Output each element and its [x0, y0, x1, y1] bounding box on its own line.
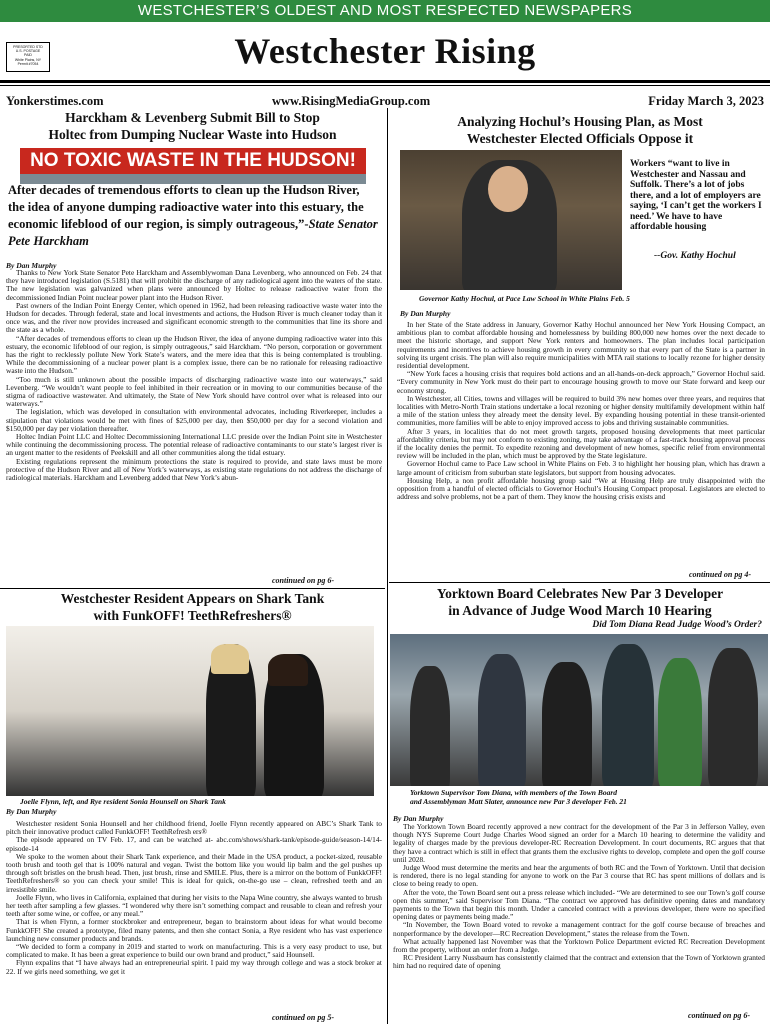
story2-continued[interactable]: continued on pg 4-	[688, 570, 751, 579]
paragraph: Past owners of the Indian Point Energy Center, which opened in 1962, had been releasing radioactive waste water into the Hudson for decades. Through federal, state and local investments and actions, the Hudson River is much cleaner today than it once was, and the river now provides increased and significant economic strength to the communities that line its shore and the state as a whole.	[6, 300, 382, 335]
story1-body	[6, 269, 382, 557]
masthead-title: Westchester Rising	[234, 31, 536, 71]
person-figure	[542, 662, 592, 786]
story1-continued[interactable]: continued on pg 6-	[271, 576, 334, 585]
headline-line: Westchester Resident Appears on Shark Tank	[60, 591, 325, 606]
paragraph: “New York faces a housing crisis that requires bold actions and an all-hands-on-deck approach,” Governor Hochul said. “Every community in New York must do their part to encourage housing growth to move our State forward and keep our economy strong.	[397, 369, 765, 395]
shark-tank-photo	[6, 626, 374, 796]
paragraph: “After decades of tremendous efforts to clean up the Hudson River, the idea of anyone dumping radioactive water into this estuary, the economic lifeblood of our region, is simply outrageous,” said Harckham. “No person, corporation or government has the right to recklessly pollute New York State’s waters, and the mere idea that this is being contemplated is troubling. While the decommissioning of a nuclear power plant is a complex issue, there can be no rationale for releasing radioactive waste into the Hudson.”	[6, 333, 382, 376]
story3-body	[6, 820, 382, 1015]
paragraph: Holtec Indian Point LLC and Holtec Decommissioning International LLC preside over the Indian Point site in Westchester while continuing the decommissioning process. The potential release of radioactive contaminants to our state’s largest river is an urgent matter to the residents of Peekskill and all other communities along the tidal estuary.	[6, 432, 382, 458]
story2-body	[397, 321, 765, 566]
story4-body	[393, 823, 765, 1009]
postage-line: PAID	[24, 53, 32, 58]
section-rule	[0, 588, 385, 589]
story2-caption: Governor Kathy Hochul, at Pace Law School in White Plains Feb. 5	[419, 294, 630, 303]
paragraph: Housing Help, a non profit affordable housing group said “We at Housing Help are truly disappointed with the opposition from a handful of elected officials to Governor Hochul’s Housing Compact proposal. Legislators are elected to address and solve problems, not be a part of them. They know the housing crisis exists and	[397, 475, 765, 502]
headline-line: Analyzing Hochul’s Housing Plan, as Most	[457, 114, 703, 129]
story4-byline: By Dan Murphy	[393, 814, 444, 823]
pull-quote-text: After decades of tremendous efforts to clean up the Hudson River, the idea of anyone dumping radioactive water into this estuary, the economic lifeblood of our region, is simply outrageous,”-	[8, 183, 364, 231]
dateline-site[interactable]: Yonkerstimes.com	[6, 94, 104, 108]
paragraph: Governor Hochul came to Pace Law school in White Plains on Feb. 3 to highlight her housing plan, which has drawn a large amount of criticism from suburban state legislators, but support from housing advocates.	[397, 459, 765, 477]
paragraph: Judge Wood must determine the merits and hear the arguments of both RC and the Town of Yorktown. Until that decision is rendered, there is no legal standing for anyone to work on the Par 3 course that RC has spent millions of dollars and is close to being ready to open.	[393, 863, 765, 889]
story2-quote: Workers “want to live in Westchester and Nassau and Suffolk. There’s a lot of jobs there, and a lot of employers are saying, ‘I can’t get the workers I need.’ We have to have affordable housing	[630, 159, 762, 232]
story1-pull-quote	[8, 182, 378, 250]
story4-headline[interactable]	[390, 585, 770, 619]
paragraph: Westchester resident Sonia Hounsell and her childhood friend, Joelle Flynn recently appeared on ABC’s Shark Tank to pitch their innovative product called FunkkOFF! TeethRefresh ers®	[6, 820, 382, 837]
paragraph: What actually happened last November was that the Yorktown Police Department evicted RC Recreation Development from the property, without an order from a Judge.	[393, 936, 765, 955]
story3-byline: By Dan Murphy	[6, 807, 57, 816]
paragraph: Existing regulations represent the minimum protections the state is required to provide, and state laws must be more protective of the Hudson River and all of New York’s waterways, as existing state regulations do not address the discharge of radiological materials. Harckham and Levenberg added that New York’s abun-	[6, 456, 382, 483]
person-figure	[658, 658, 702, 786]
story4-subhead: Did Tom Diana Read Judge Wood’s Order?	[592, 620, 762, 630]
paragraph: In Westchester, all Cities, towns and villages will be required to build 3% new homes over three years, and requires that localities with Metro-North Train stations undertake a local rezoning or higher density multifamily development within half a mile of the station unless they already meet the density level. By expanding housing potential in these transit-oriented communities, more families will be able to enjoy improved access to jobs and thriving sustainable communities.	[397, 393, 765, 428]
column-rule	[387, 108, 388, 1024]
story3-caption: Joelle Flynn, left, and Rye resident Sonia Hounsell on Shark Tank	[20, 797, 226, 806]
paragraph: Flynn expalins that “I have always had an entrepreneurial spirit. I paid my way through college and was a stock broker at 22. If we girls need something, we get it	[6, 958, 382, 976]
hochul-photo	[400, 150, 622, 290]
hair-figure	[211, 644, 249, 674]
paragraph: Thanks to New York State Senator Pete Harckham and Assemblywoman Dana Levenberg, who announced on Feb. 24 that they have introduced legislation (S.5181) that will prohibit the discharge of any radiological agent into the waters of the state. The new legislation was galvanized when plans were announced by Holtec to release radioactive water from the decommissioned Indian Point nuclear power plant into the Hudson River.	[6, 269, 382, 302]
person-figure	[602, 644, 654, 786]
dateline-url[interactable]: www.RisingMediaGroup.com	[272, 94, 431, 108]
paragraph: The Yorktown Town Board recently approved a new contract for the development of the Par 3 in Jefferson Valley, even though NYS Supreme Court Judge Charles Wood signed an order for a March 10 hearing to determine the validity and legality of charges made by the previous developer-RC Recreation Development. In court documents, RC argues that that they have a contract which is still in effect that grants them the exclusive rights to develop, complete and open the golf course until 2028.	[393, 823, 765, 864]
person-figure	[478, 654, 526, 786]
paragraph: That is when Flynn, a former stockbroker and entrepreneur, began to brainstorm about ideas for what would become FunkkOFF! She created a prototype, filed many patents, and then she contact Sonia, a Rye resident who has vast experience launching new consumer products and brands.	[6, 917, 382, 943]
headline-line: Holtec from Dumping Nuclear Waste into Hudson	[48, 127, 337, 142]
postage-line: U.S. POSTAGE	[15, 49, 41, 54]
headline-line: with FunkOFF! TeethRefreshers®	[93, 608, 292, 623]
paragraph: “Too much is still unknown about the possible impacts of discharging radioactive waste into our waterways,” said Levenberg. “We wouldn’t want people to feel inhibited in their recreation or in moving to our communities because of the stigma of radioactive wastewater. And ultimately, the State of New York should have control over what is released into our waterways.”	[6, 374, 382, 409]
masthead-rule	[0, 85, 770, 86]
section-rule	[389, 582, 770, 583]
postage-line: White Plains, NY	[14, 57, 42, 62]
story3-headline[interactable]	[0, 590, 385, 624]
paragraph: “We decided to form a company in 2019 and started to work on manufacturing. This is a very easy product to use, but complicated to make. It has been a great experience to build our own brand and product,” said Hounsell.	[6, 942, 382, 960]
postage-line: Permit #7054	[17, 61, 39, 66]
story2-headline[interactable]	[390, 113, 770, 147]
postage-line: PRESORTED STD	[13, 45, 43, 49]
headline-line: Harckham & Levenberg Submit Bill to Stop	[65, 110, 320, 125]
story2-byline: By Dan Murphy	[400, 309, 451, 318]
top-banner: WESTCHESTER’S OLDEST AND MOST RESPECTED NEWSPAPERS	[0, 0, 770, 22]
masthead-rule	[0, 80, 770, 83]
story2-quote-attribution: --Gov. Kathy Hochul	[654, 251, 736, 261]
person-figure	[410, 666, 450, 786]
toxic-waste-image	[0, 148, 385, 184]
headline-line: Westchester Elected Officials Oppose it	[466, 131, 694, 146]
caption-line: and Assemblyman Matt Slater, announce new Par 3 developer Feb. 21	[410, 796, 627, 806]
story4-caption	[410, 789, 770, 806]
story4-continued[interactable]: continued on pg 6-	[687, 1011, 750, 1020]
caption-line: Yorktown Supervisor Tom Diana, with members of the Town Board	[410, 788, 617, 797]
toxic-banner-text: NO TOXIC WASTE IN THE HUDSON!	[20, 148, 366, 174]
hair-figure	[268, 654, 308, 686]
paragraph: We spoke to the women about their Shark Tank experience, and their Made in the USA product, a pocket-sized, reusable tooth brush and tooth gel that is 100% natural and vegan. Twist the bottom like you would lip balm and the gel pushes up through soft bristles on the brush head. Then, just brush, rinse and SMILE. Plus, there is a mirror on the bottom of FunkkOFF! TeethRefreshers® so you can check your smile! This is ideal for quick, on-the-go use – clean, refreshed teeth and an irresistible smile.	[6, 851, 382, 894]
yorktown-board-photo	[390, 634, 768, 786]
dateline-date: Friday March 3, 2023	[648, 94, 764, 108]
person-figure	[708, 648, 758, 786]
story1-byline: By Dan Murphy	[6, 261, 57, 270]
paragraph: RC President Larry Nussbaum has consistently claimed that the contract and extension that the Town of Yorktown granted him had no required date of opening	[393, 953, 765, 971]
pull-quote-attribution: State Senator Pete Harckham	[8, 217, 378, 248]
paragraph: The legislation, which was developed in consultation with environmental advocates, including Riverkeeper, includes a stipulation that violations would be met with fines of $25,000 per day, then $50,000 per day for a second violation and $150,000 per day per violation thereafter.	[6, 407, 382, 433]
paragraph: Joelle Flynn, who lives in California, explained that during her visits to the Napa Wine country, she always wanted to brush her teeth after sampling a few glasses. “I wondered why there isn’t something compact and reusable to clean and refresh your teeth after some wine, or coffee, or any meal.”	[6, 892, 382, 919]
paragraph: “In November, the Town Board voted to revoke a management contract for the golf course because of breaches and nonperformance by the developer—RC Recreation Development,” states the release from the Town.	[393, 920, 765, 938]
story1-headline[interactable]	[0, 109, 385, 143]
headline-line: Yorktown Board Celebrates New Par 3 Developer	[436, 586, 724, 601]
hochul-face	[488, 166, 528, 212]
paragraph: In her State of the State address in January, Governor Kathy Hochul announced her New York Housing Compact, an ambitious plan to combat affordable housing and homelessness by building 800,000 new homes over the next decade to meet the historic shortage, and support New York renters and homeowners. The plan includes local participation requirements and incentives to achieve housing growth in every community so that every part of the State is a partner in solving its urgent crisis. The plan will also require municipalities with MTA rail stations to locally rezone for higher density residential development.	[397, 321, 765, 371]
headline-line: in Advance of Judge Wood March 10 Hearing	[448, 603, 712, 618]
paragraph: The episode appeared on TV Feb. 17, and can be watched at- abc.com/shows/shark-tank/episode-guide/season-14/14-episode-14	[6, 835, 382, 853]
story3-continued[interactable]: continued on pg 5-	[271, 1013, 334, 1022]
paragraph: After the vote, the Town Board sent out a press release which included- “We are determined to see our Town’s golf course open this summer,” said Supervisor Tom Diana. “The contract we approved has definitive opening dates and mandatory payments to the Town that begin this month. Under a canceled contract with a previous developer, there were no specified opening dates or payments being made.”	[393, 887, 765, 922]
paragraph: After 3 years, in localities that do not meet growth targets, proposed housing developments that meet particular affordability criteria, but may not conform to existing zoning, may take advantage of a fast-track housing approval process if the locality denies the permit. To expedite rezoning and development of new homes, specific relief from environmental review will be included in the plan, which must be approved by the State legislature.	[397, 426, 765, 461]
